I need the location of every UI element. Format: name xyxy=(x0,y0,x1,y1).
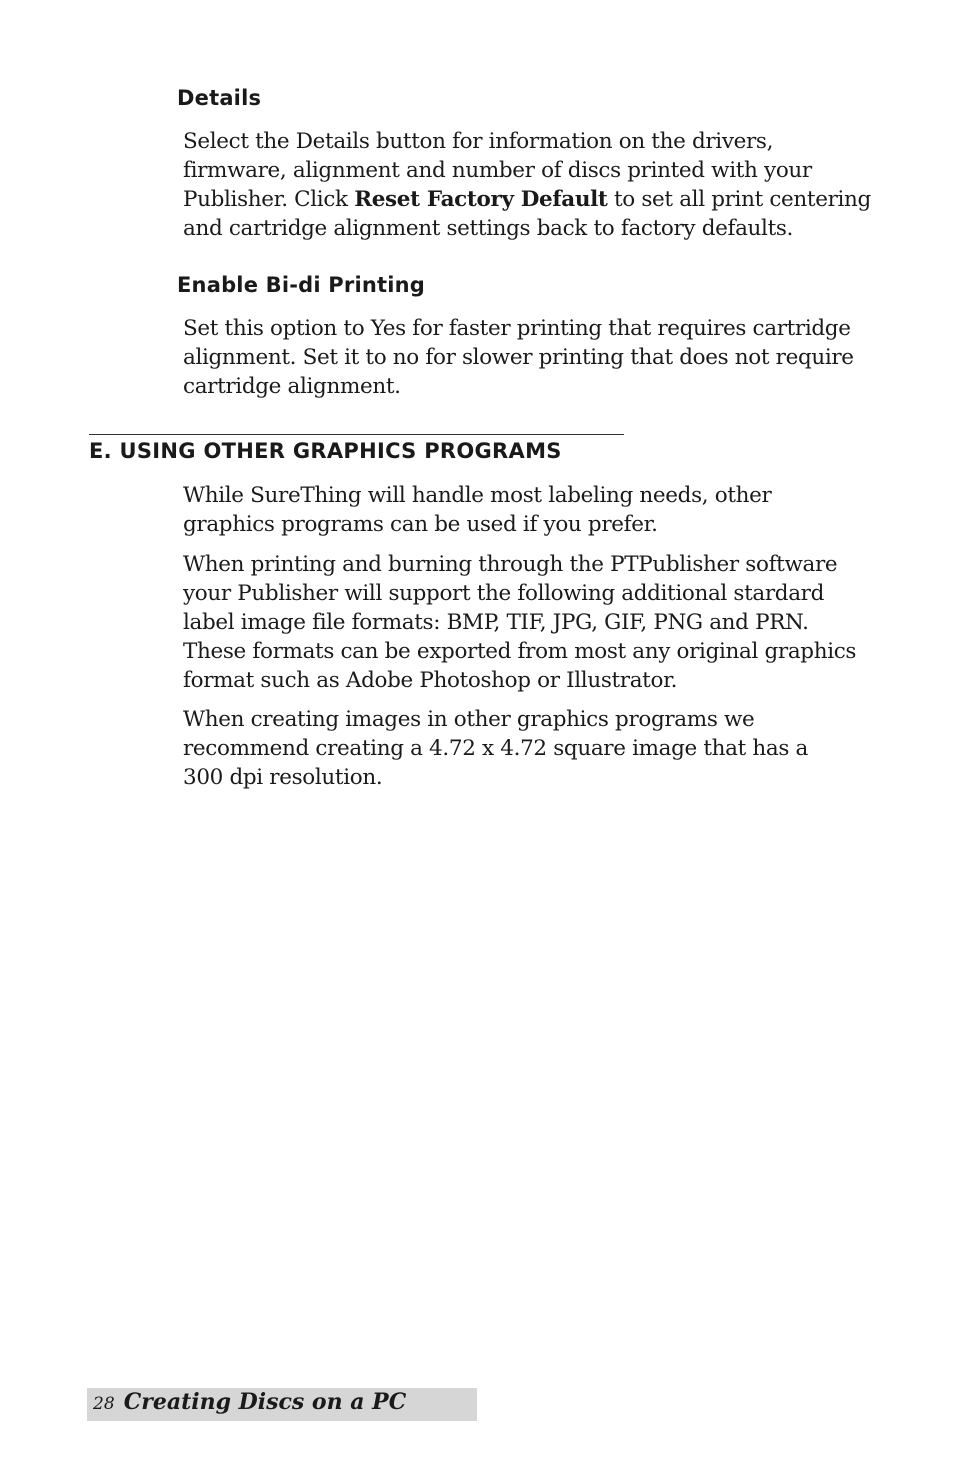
section-divider xyxy=(89,434,624,435)
p3-line-2: recommend creating a 4.72 x 4.72 square image that has a xyxy=(183,736,809,761)
p2-line-5: format such as Adobe Photoshop or Illustrator. xyxy=(183,668,678,693)
p1-line-2: graphics programs can be used if you prefer. xyxy=(183,512,658,537)
section-e-paragraph-2 xyxy=(183,550,883,695)
bidi-line-3: cartridge alignment. xyxy=(183,374,401,399)
bidi-line-2: alignment. Set it to no for slower printing that does not require xyxy=(183,345,854,370)
footer-text xyxy=(93,1389,406,1415)
details-paragraph xyxy=(183,127,883,243)
chapter-title: Creating Discs on a PC xyxy=(123,1389,407,1415)
p2-line-4: These formats can be exported from most any original graphics xyxy=(183,639,857,664)
details-line-2: firmware, alignment and number of discs printed with your xyxy=(183,158,812,183)
details-line-3-pre: Publisher. Click xyxy=(183,187,355,212)
page-number: 28 xyxy=(93,1394,115,1414)
details-line-3-post: to set all print centering xyxy=(607,187,871,212)
bidi-heading: Enable Bi-di Printing xyxy=(177,273,426,297)
p2-line-1: When printing and burning through the PTPublisher software xyxy=(183,552,838,577)
bidi-paragraph xyxy=(183,314,883,401)
details-line-1: Select the Details button for information on the drivers, xyxy=(183,129,774,154)
reset-factory-default-term: Reset Factory Default xyxy=(354,187,608,212)
details-heading: Details xyxy=(177,86,262,110)
section-e-heading: E. USING OTHER GRAPHICS PROGRAMS xyxy=(89,439,562,463)
section-e-paragraph-3 xyxy=(183,705,883,792)
p1-line-1: While SureThing will handle most labeling needs, other xyxy=(183,483,772,508)
section-e-paragraph-1 xyxy=(183,481,883,539)
bidi-line-1: Set this option to Yes for faster printing that requires cartridge xyxy=(183,316,851,341)
details-line-4: and cartridge alignment settings back to factory defaults. xyxy=(183,216,794,241)
p3-line-1: When creating images in other graphics programs we xyxy=(183,707,755,732)
page-footer xyxy=(87,1388,477,1421)
p3-line-3: 300 dpi resolution. xyxy=(183,765,383,790)
p2-line-3: label image file formats: BMP, TIF, JPG, GIF, PNG and PRN. xyxy=(183,610,809,635)
p2-line-2: your Publisher will support the following additional stardard xyxy=(183,581,825,606)
